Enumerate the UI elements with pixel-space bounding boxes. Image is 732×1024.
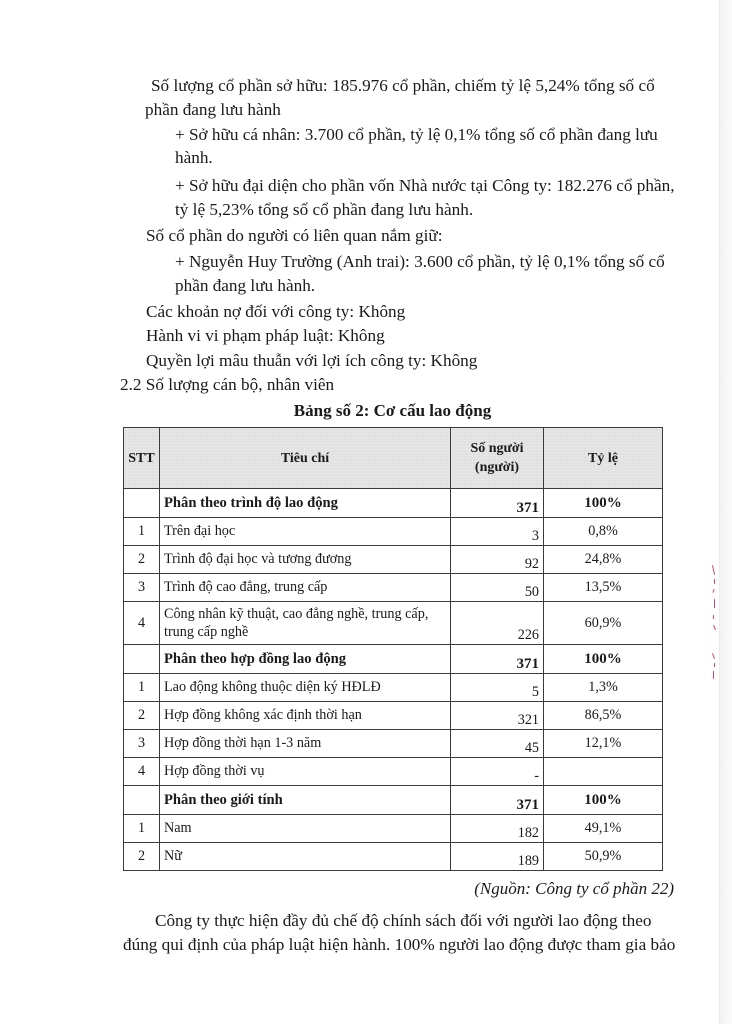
cell-rate xyxy=(544,758,663,786)
cell-criteria: Phân theo trình độ lao động xyxy=(160,489,451,518)
cell-stt: 4 xyxy=(124,602,160,645)
related-shares-heading: Số cổ phần do người có liên quan nắm giữ: xyxy=(146,226,443,245)
violations-line: Hành vi vi phạm pháp luật: Không xyxy=(146,326,385,345)
table-header-row xyxy=(124,428,663,489)
cell-count: 371 xyxy=(451,786,544,815)
cell-count: 5 xyxy=(451,674,544,702)
conflict-of-interest-line: Quyền lợi mâu thuẫn với lợi ích công ty: Không xyxy=(146,351,478,370)
table-group-row xyxy=(124,645,663,674)
table-row xyxy=(124,815,663,843)
cell-rate: 12,1% xyxy=(544,730,663,758)
table-row xyxy=(124,574,663,602)
cell-stt xyxy=(124,786,160,815)
cell-criteria: Trên đại học xyxy=(160,518,451,546)
header-count xyxy=(451,428,544,489)
cell-rate: 24,8% xyxy=(544,546,663,574)
related-person-cont: phần đang lưu hành. xyxy=(175,276,316,295)
cell-stt xyxy=(124,489,160,518)
cell-stt: 2 xyxy=(124,546,160,574)
cell-count: 92 xyxy=(451,546,544,574)
table-group-row xyxy=(124,786,663,815)
table-row xyxy=(124,843,663,871)
debts-line: Các khoản nợ đối với công ty: Không xyxy=(146,302,406,321)
table-row xyxy=(124,758,663,786)
cell-count: 182 xyxy=(451,815,544,843)
cell-stt: 1 xyxy=(124,518,160,546)
red-stamp-mark xyxy=(712,565,718,680)
header-count-line1: Số người xyxy=(470,441,524,456)
table-row xyxy=(124,702,663,730)
cell-count: 321 xyxy=(451,702,544,730)
table-row xyxy=(124,602,663,645)
cell-stt xyxy=(124,645,160,674)
cell-criteria: Hợp đồng không xác định thời hạn xyxy=(160,702,451,730)
cell-rate: 13,5% xyxy=(544,574,663,602)
cell-stt: 1 xyxy=(124,674,160,702)
header-criteria: Tiêu chí xyxy=(160,428,451,489)
cell-criteria: Công nhân kỹ thuật, cao đẳng nghề, trung cấp, trung cấp nghề xyxy=(160,602,451,645)
cell-criteria: Phân theo hợp đồng lao động xyxy=(160,645,451,674)
table-row xyxy=(124,518,663,546)
closing-paragraph-line-2: đúng qui định của pháp luật hiện hành. 100% người lao động được tham gia bảo xyxy=(123,935,676,954)
personal-ownership-cont: hành. xyxy=(175,148,213,167)
cell-count: 371 xyxy=(451,489,544,518)
section-heading-2-2: 2.2 Số lượng cán bộ, nhân viên xyxy=(120,375,335,394)
cell-rate: 100% xyxy=(544,489,663,518)
shares-owned-line: Số lượng cổ phần sở hữu: 185.976 cổ phần, chiếm tỷ lệ 5,24% tổng số cổ xyxy=(151,76,655,95)
cell-count: 371 xyxy=(451,645,544,674)
cell-stt: 1 xyxy=(124,815,160,843)
table-row xyxy=(124,730,663,758)
cell-criteria: Lao động không thuộc diện ký HĐLĐ xyxy=(160,674,451,702)
cell-rate: 86,5% xyxy=(544,702,663,730)
cell-criteria: Hợp đồng thời vụ xyxy=(160,758,451,786)
cell-rate: 60,9% xyxy=(544,602,663,645)
cell-criteria: Nữ xyxy=(160,843,451,871)
cell-criteria: Nam xyxy=(160,815,451,843)
cell-stt: 2 xyxy=(124,843,160,871)
personal-ownership-line: + Sở hữu cá nhân: 3.700 cổ phần, tỷ lệ 0,1% tổng số cổ phần đang lưu xyxy=(175,125,658,144)
cell-rate: 100% xyxy=(544,786,663,815)
cell-stt: 3 xyxy=(124,730,160,758)
cell-criteria: Trình độ đại học và tương đương xyxy=(160,546,451,574)
cell-count: 226 xyxy=(451,602,544,645)
cell-criteria: Hợp đồng thời hạn 1-3 năm xyxy=(160,730,451,758)
header-stt: STT xyxy=(124,428,160,489)
cell-count: 50 xyxy=(451,574,544,602)
state-ownership-line: + Sở hữu đại diện cho phần vốn Nhà nước tại Công ty: 182.276 cổ phần, xyxy=(175,176,675,195)
source-note: (Nguồn: Công ty cổ phần 22) xyxy=(474,879,674,898)
cell-count: 45 xyxy=(451,730,544,758)
table-row xyxy=(124,546,663,574)
cell-count: 3 xyxy=(451,518,544,546)
cell-criteria: Trình độ cao đẳng, trung cấp xyxy=(160,574,451,602)
related-person-line: + Nguyễn Huy Trường (Anh trai): 3.600 cổ phần, tỷ lệ 0,1% tổng số cổ xyxy=(175,252,665,271)
state-ownership-cont: tỷ lệ 5,23% tổng số cổ phần đang lưu hành. xyxy=(175,200,474,219)
table-group-row xyxy=(124,489,663,518)
shares-owned-line-cont: phần đang lưu hành xyxy=(145,100,281,119)
cell-rate: 50,9% xyxy=(544,843,663,871)
cell-count: 189 xyxy=(451,843,544,871)
closing-paragraph-line-1: Công ty thực hiện đầy đủ chế độ chính sách đối với người lao động theo xyxy=(155,911,652,930)
table-body xyxy=(124,489,663,871)
cell-stt: 2 xyxy=(124,702,160,730)
cell-rate: 0,8% xyxy=(544,518,663,546)
labor-structure-table xyxy=(123,427,663,871)
table-row xyxy=(124,674,663,702)
cell-rate: 49,1% xyxy=(544,815,663,843)
table-title: Bảng số 2: Cơ cấu lao động xyxy=(293,401,492,420)
cell-criteria: Phân theo giới tính xyxy=(160,786,451,815)
cell-count: - xyxy=(451,758,544,786)
header-rate: Tỷ lệ xyxy=(544,428,663,489)
scan-page-edge xyxy=(719,0,732,1024)
cell-stt: 4 xyxy=(124,758,160,786)
cell-stt: 3 xyxy=(124,574,160,602)
cell-rate: 100% xyxy=(544,645,663,674)
header-count-line2: (người) xyxy=(474,460,520,475)
cell-rate: 1,3% xyxy=(544,674,663,702)
